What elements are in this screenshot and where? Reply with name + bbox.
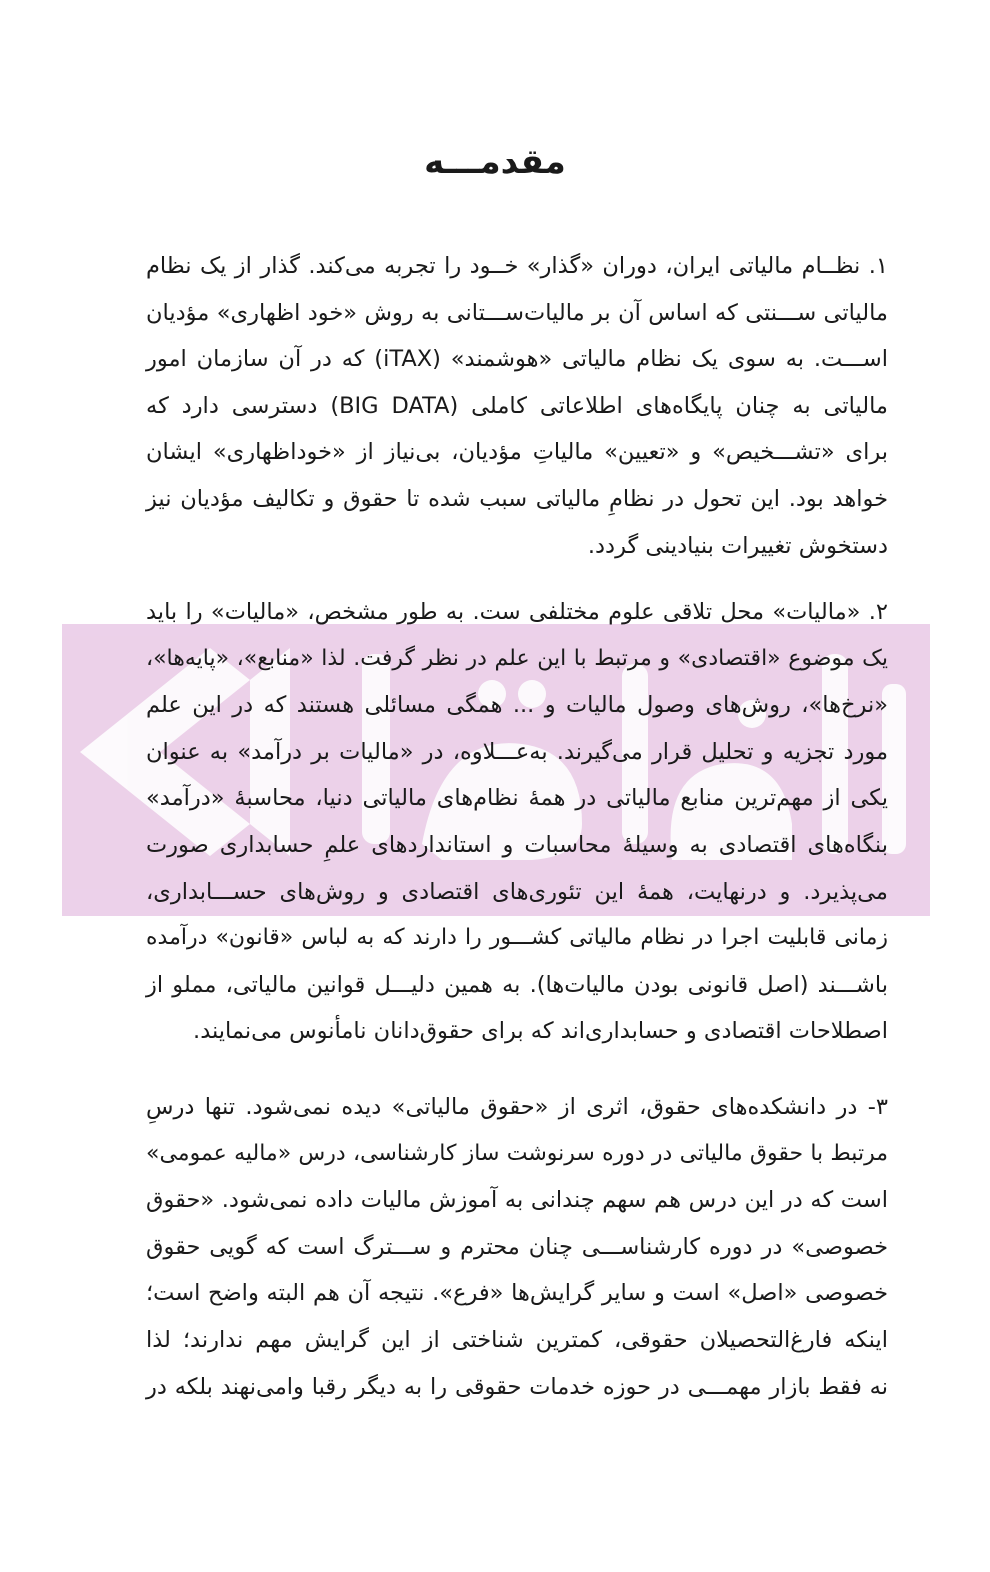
paragraph-line: ۱. نظــام مالیاتی ایران، دوران «گذار» خــود را تجربه می‌کند. گذار از یک نظام: [146, 253, 888, 279]
paragraph-line: دستخوش تغییرات بنیادینی گردد.: [587, 532, 888, 559]
paragraph-line: مالیاتی ســـنتی که اساس آن بر مالیات‌ســـتانی به روش «خود اظهاری» مؤدیان: [146, 299, 888, 326]
paragraph-line: ۳- در دانشکده‌های حقوق، اثری از «حقوق مالیاتی» دیده نمی‌شود. تنها درسِ: [146, 1094, 888, 1120]
paragraph-3: [146, 1084, 888, 1410]
paragraph-line: ۲. «مالیات» محل تلاقی علوم مختلفی ست. به طور مشخص، «مالیات» را باید: [146, 599, 888, 625]
paragraph-line: بنگاه‌های اقتصادی به وسیلهٔ محاسبات و استانداردهای علمِ حسابداری صورت: [146, 831, 888, 858]
paragraph-line: مالیاتی به چنان پایگاه‌های اطلاعاتی کاملی (BIG DATA) دسترسی دارد که: [146, 392, 888, 419]
paragraph-line: باشـــند (اصل قانونی بودن مالیات‌ها). به همین دلیـــل قوانین مالیاتی، مملو از: [146, 971, 888, 998]
paragraph-line: خواهد بود. این تحول در نظامِ مالیاتی سبب شده تا حقوق و تکالیف مؤدیان نیز: [146, 485, 888, 512]
paragraph-2: [146, 589, 888, 1055]
paragraph-line: اصطلاحات اقتصادی و حسابداری‌اند که برای حقوق‌دانان نامأنوس می‌نمایند.: [193, 1018, 888, 1045]
paragraph-line: خصوصی «اصل» است و سایر گرایش‌ها «فرع». نتیجه آن هم البته واضح است؛: [146, 1280, 888, 1307]
paragraph-line: مرتبط با حقوق مالیاتی در دوره سرنوشت ساز کارشناسی، درس «مالیه عمومی»: [146, 1140, 888, 1166]
paragraph-line: است که در این درس هم سهم چندانی به آموزش مالیات داده نمی‌شود. «حقوق: [146, 1187, 888, 1214]
paragraph-1: [146, 243, 888, 569]
page-title: مقدمـــه: [424, 142, 566, 182]
paragraph-line: مورد تجزیه و تحلیل قرار می‌گیرند. به‌عـــلاوه، در «مالیات بر درآمد» به عنوان: [146, 738, 888, 765]
paragraph-line: خصوصی» در دوره کارشناســـی چنان محترم و ســـترگ است که گویی حقوق: [146, 1233, 888, 1260]
paragraph-line: یکی از مهم‌ترین منابع مالیاتی در همهٔ نظام‌های مالیاتی دنیا، محاسبهٔ «درآمد»: [146, 785, 888, 812]
paragraph-line: می‌پذیرد. و درنهایت، همهٔ این تئوری‌های اقتصادی و روش‌های حســـابداری،: [146, 878, 888, 905]
paragraph-line: اینکه فارغ‌التحصیلان حقوقی، کمترین شناختی از این گرایش مهم ندارند؛ لذا: [146, 1326, 888, 1353]
paragraph-line: یک موضوع «اقتصادی» و مرتبط با این علم در نظر گرفت. لذا «منابع»، «پایه‌ها»،: [146, 645, 888, 671]
paragraph-line: زمانی قابلیت اجرا در نظام مالیاتی کشـــور را دارند که به لباس «قانون» درآمده: [146, 925, 888, 951]
paragraph-line: «نرخ‌ها»، روش‌های وصول مالیات و ... همگی مسائلی هستند که در این علم: [146, 692, 888, 719]
paragraph-line: نه فقط بازار مهمـــی در حوزه خدمات حقوقی را به دیگر رقبا وامی‌نهند بلکه در: [146, 1373, 888, 1400]
paragraph-line: برای «تشـــخیص» و «تعیین» مالیاتِ مؤدیان، بی‌نیاز از «خوداظهاری» ایشان: [146, 439, 888, 466]
paragraph-line: اســـت. به سوی یک نظام مالیاتی «هوشمند» (iTAX) که در آن سازمان امور: [146, 346, 888, 373]
